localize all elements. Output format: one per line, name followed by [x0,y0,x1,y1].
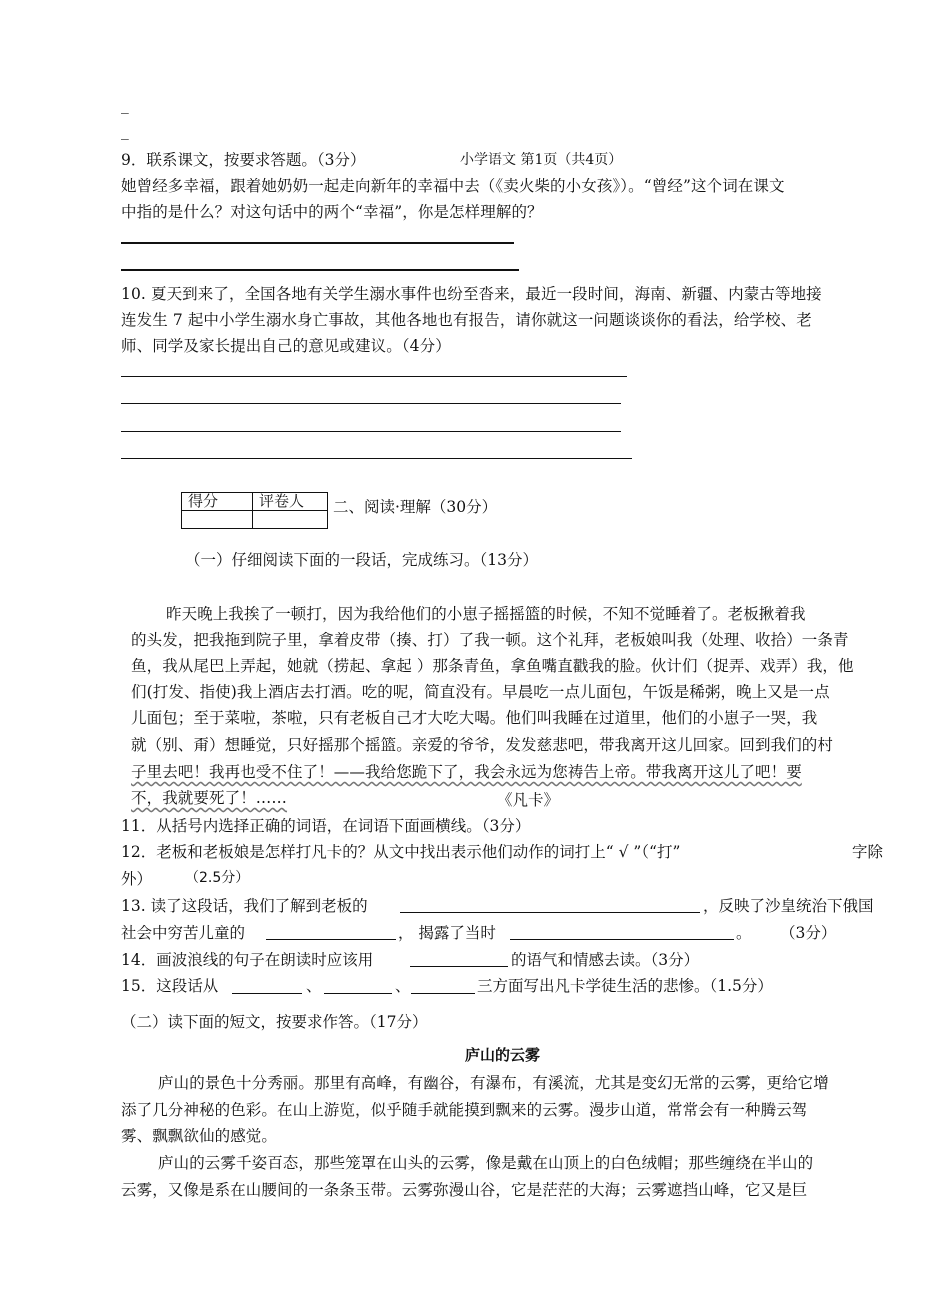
q15-blank-1[interactable] [232,993,302,994]
q13-line-2-mid: ， 揭露了当时 [398,924,496,942]
page-info: 小学语文 第1页（共4页） [460,152,623,168]
article-title: 庐山的云雾 [465,1046,541,1064]
passage1-line-8: 不，我就要死了！…… [131,789,288,807]
header-mark-1: _ [121,96,129,114]
q9-line-2: 中指的是什么？对这句话中的两个“幸福”，你是怎样理解的？ [121,203,543,221]
q13-blank-1[interactable] [400,912,700,913]
q9-answer-line-2[interactable] [121,269,519,271]
q12-line-1-end: 字除 [852,843,884,861]
passage1-line-3: 鱼，我从尾巴上弄起，她就（捞起、拿起 ）那条青鱼，拿鱼嘴直戳我的脸。伙计们（捉弄、戏弄）我，他 [131,657,854,675]
q10-line-3: 师、同学及家长提出自己的意见或建议。（4分） [121,337,451,355]
passage1-line-7: 子里去吧！我再也受不住了！——我给您跪下了，我会永远为您祷告上帝。带我离开这儿了吧！要 [131,763,802,781]
passage1-line-1: 昨天晚上我挨了一顿打，因为我给他们的小崽子摇摇篮的时候，不知不觉睡着了。老板揪着我 [166,605,806,623]
q10-answer-line-2[interactable] [121,403,621,404]
article-line-4: 庐山的云雾千姿百态，那些笼罩在山头的云雾，像是戴在山顶上的白色绒帽；那些缠绕在半山的 [158,1154,814,1172]
q15-blank-2[interactable] [324,993,392,994]
grader-cell[interactable] [253,511,328,529]
q9-title: 9．联系课文，按要求答题。（3分） [121,151,366,169]
q9-answer-line-1[interactable] [121,242,514,244]
header-mark-2: _ [121,122,129,140]
part2-title: （二）读下面的短文，按要求作答。（17分） [121,1013,428,1031]
passage1-line-4: 们(打发、指使)我上酒店去打酒。吃的呢，简直没有。早晨吃一点儿面包，午饭是稀粥，晚上又是一点 [131,683,830,701]
q13-line-1-start: 13. 读了这段话，我们了解到老板的 [121,897,368,915]
q12-line-1: 12．老板和老板娘是怎样打凡卡的？从文中找出表示他们动作的词打上“ √ ”（“打” [121,843,681,861]
part1-title: （一）仔细阅读下面的一段话，完成练习。（13分） [185,551,538,569]
section2-title: 二、阅读·理解（30分） [333,498,498,516]
q10-answer-line-4[interactable] [121,458,632,459]
passage1-line-5: 儿面包；至于菜啦，茶啦，只有老板自己才大吃大喝。他们叫我睡在过道里，他们的小崽子一哭，我 [131,709,818,727]
q13-line-1-end: ，反映了沙皇统治下俄国 [703,897,874,915]
q9-line-1: 她曾经多幸福，跟着她奶奶一起走向新年的幸福中去（《卖火柴的小女孩》）。“曾经”这个词在课文 [121,177,785,195]
q10-line-2: 连发生 7 起中小学生溺水身亡事故，其他各地也有报告，请你就这一问题谈谈你的看法，给学校、老 [121,311,812,329]
q12-line-2: 外） [121,870,153,888]
q13-blank-2[interactable] [266,939,396,940]
passage1-line-6: 就（别、甭）想睡觉，只好摇那个摇篮。亲爱的爷爷，发发慈悲吧，带我离开这儿回家。回到我们的村 [131,736,834,754]
q14-blank[interactable] [410,966,508,967]
q11: 11．从括号内选择正确的词语，在词语下面画横线。（3分） [121,817,531,835]
q14-end: 的语气和情感去读。（3分） [511,951,700,969]
q12-score: （2.5分） [185,870,250,886]
q10-line-1: 10. 夏天到来了，全国各地有关学生溺水事件也纷至沓来，最近一段时间，海南、新疆、内蒙古等地接 [121,285,822,303]
q15-start: 15．这段话从 [121,977,219,995]
score-label: 得分 [182,493,253,511]
q13-line-2-start: 社会中穷苦儿童的 [121,924,246,942]
q10-answer-line-3[interactable] [121,431,621,432]
q13-line-2-end: 。 [736,924,752,942]
article-line-3: 雾、飘飘欲仙的感觉。 [121,1127,278,1145]
q14-start: 14．画波浪线的句子在朗读时应该用 [121,951,374,969]
article-line-2: 添了几分神秘的色彩。在山上游览，似乎随手就能摸到飘来的云雾。漫步山道，常常会有一种腾云驾 [121,1101,808,1119]
q13-blank-3[interactable] [510,939,734,940]
score-cell[interactable] [182,511,253,529]
q15-end: 三方面写出凡卡学徒生活的悲惨。（1.5分） [477,977,773,995]
score-box [181,492,328,529]
grader-label: 评卷人 [253,493,328,511]
q10-answer-line-1[interactable] [121,376,627,377]
passage1-source: 《凡卡》 [497,791,560,809]
article-line-1: 庐山的景色十分秀丽。那里有高峰，有幽谷，有瀑布，有溪流，尤其是变幻无常的云雾，更给它增 [158,1074,829,1092]
q15-sep-1: 、 [306,977,322,995]
article-line-5: 云雾，又像是系在山腰间的一条条玉带。云雾弥漫山谷，它是茫茫的大海；云雾遮挡山峰，它又是巨 [121,1181,808,1199]
q13-score: （3分） [780,924,837,942]
q15-blank-3[interactable] [411,993,475,994]
passage1-line-2: 的头发，把我拖到院子里，拿着皮带（揍、打）了我一顿。这个礼拜，老板娘叫我（处理、收拾）一条青 [131,631,849,649]
q15-sep-2: 、 [395,977,411,995]
